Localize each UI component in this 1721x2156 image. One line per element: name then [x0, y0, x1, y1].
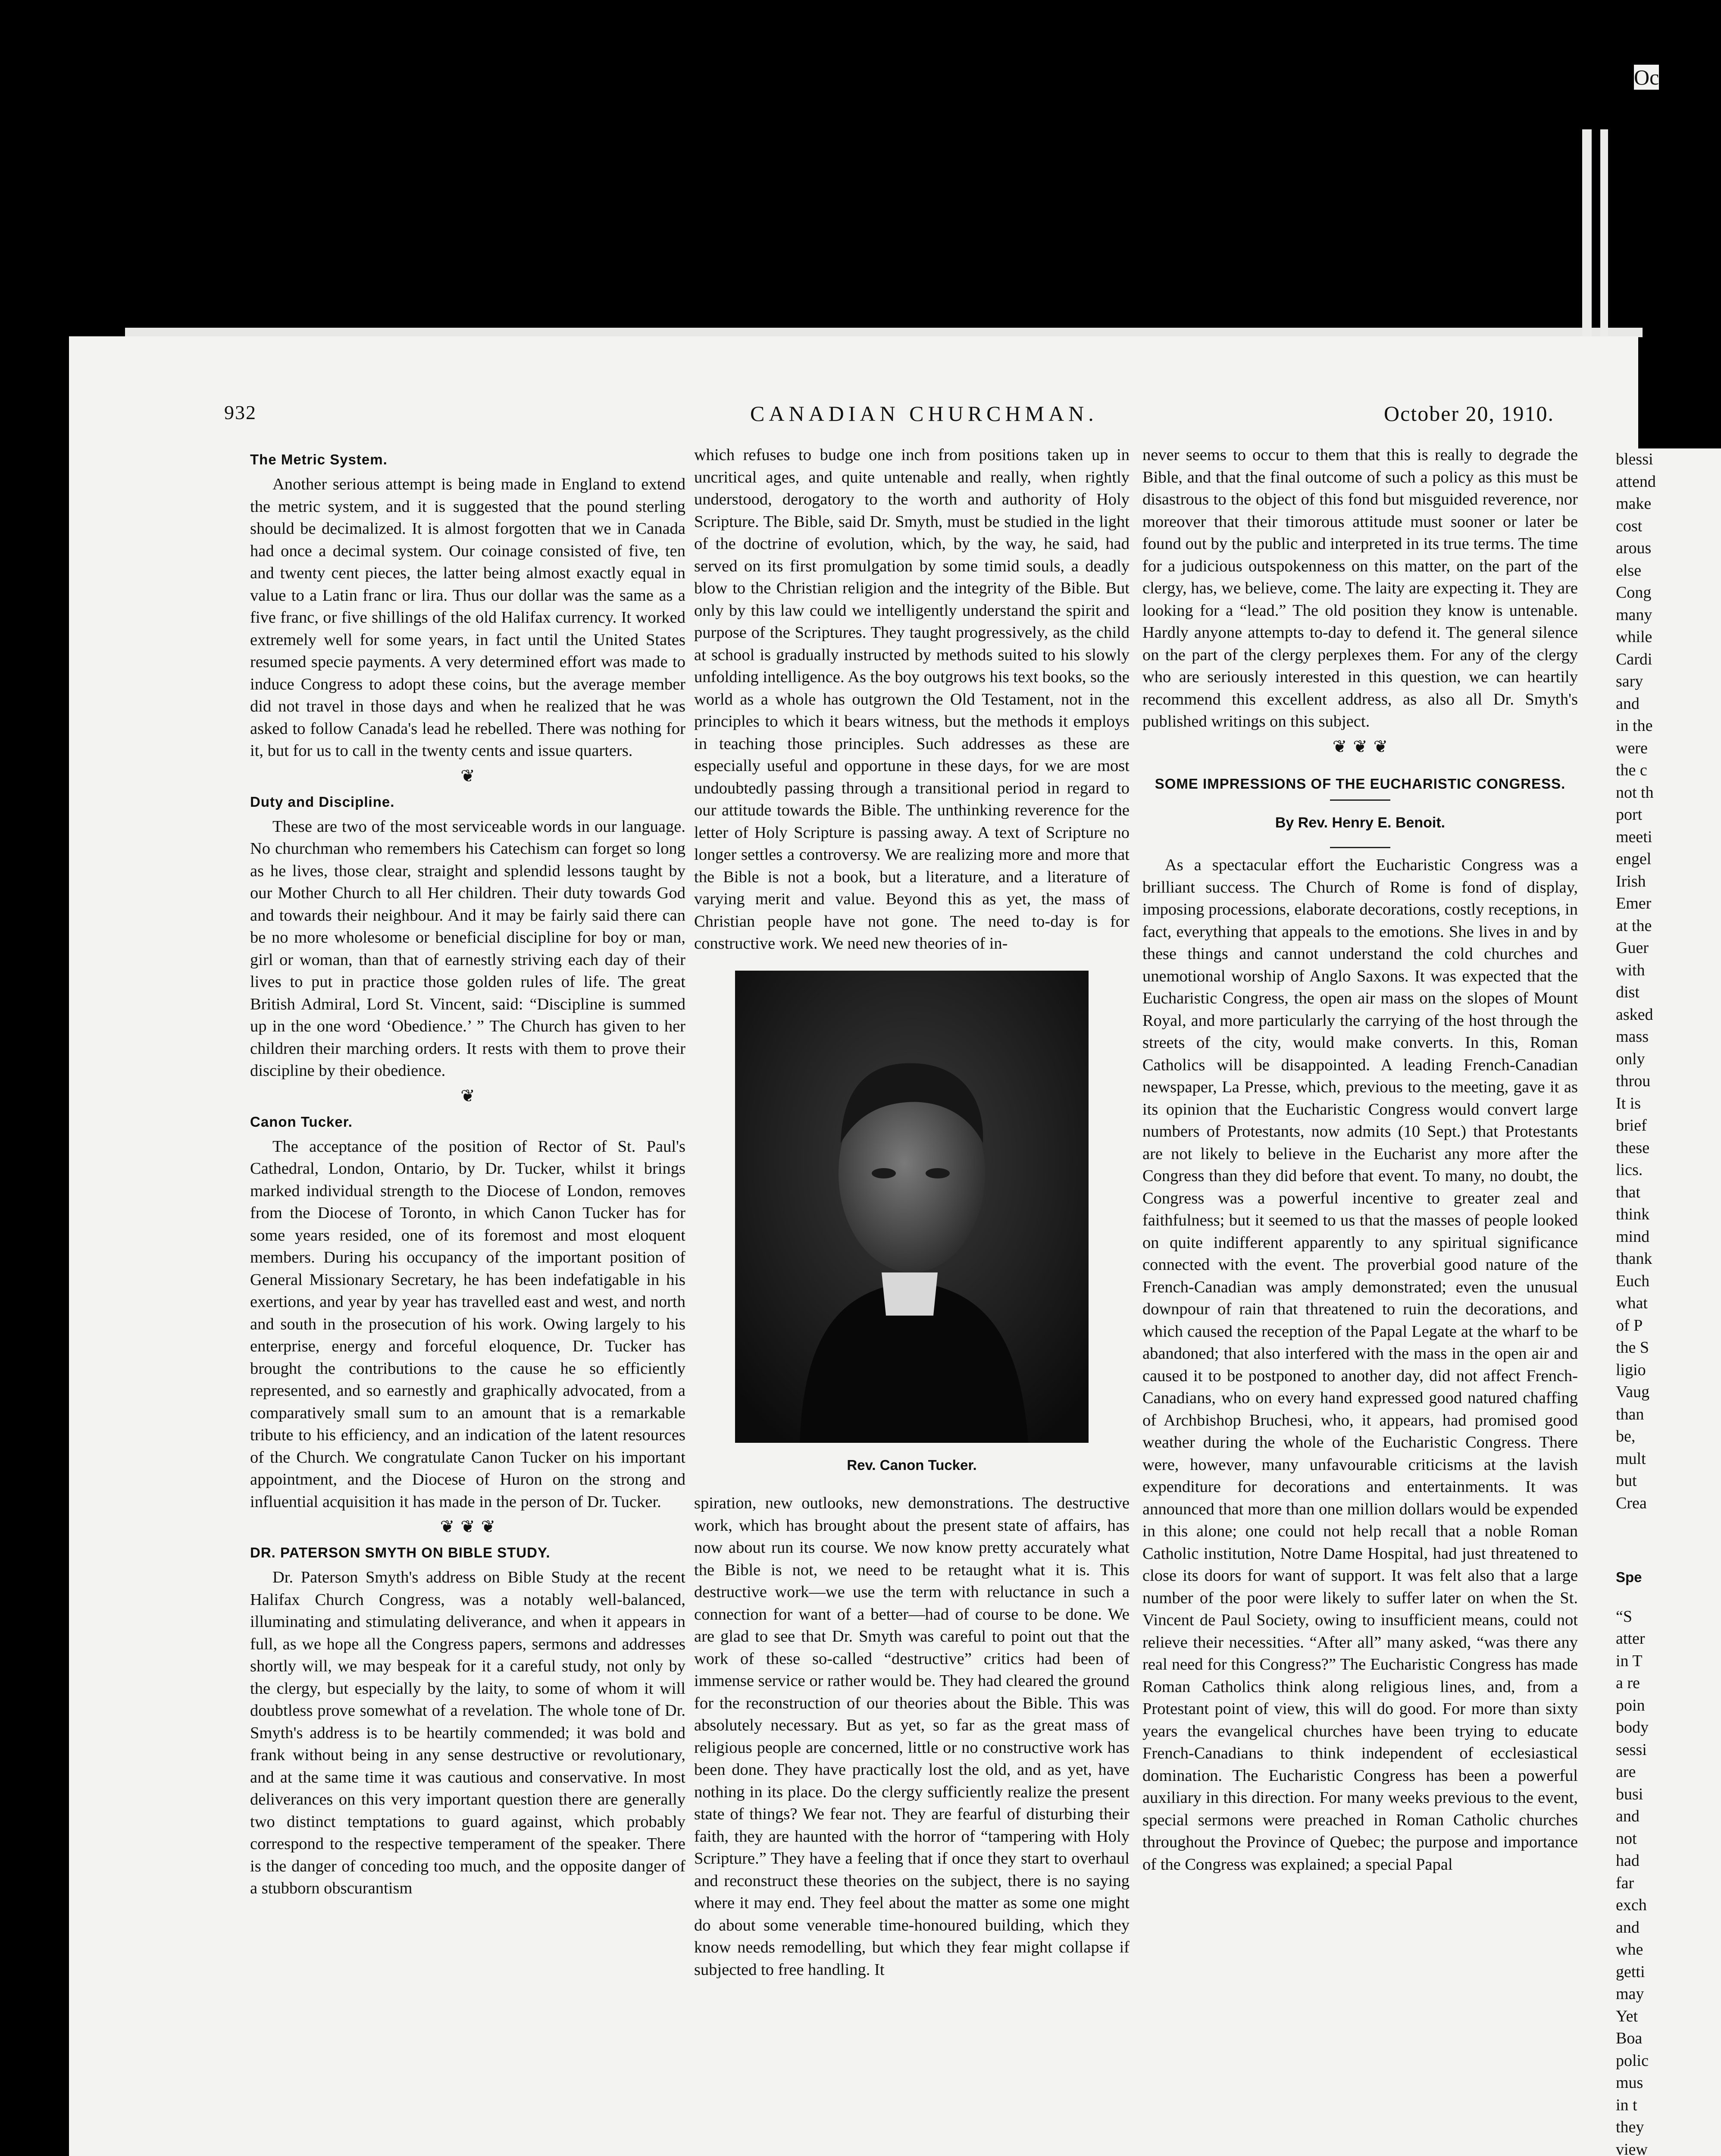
next-page-line: port [1616, 805, 1643, 824]
next-page-line: may [1616, 1985, 1644, 2003]
next-page-line: sessi [1616, 1740, 1647, 1759]
next-page-line: be, [1616, 1427, 1636, 1445]
next-page-line: a re [1616, 1674, 1640, 1692]
next-page-line: mus [1616, 2074, 1643, 2092]
article-eucharistic-congress: As a spectacular effort the Eucharistic Congress was a brilliant success. The Church of Rome is fond of display, imposing processions, elaborate decorations, costly receptions, in fact, everything that appeals to the emotions. She lives in and by these things and cannot understand the cold churches and unemotional worship of Anglo Saxons. It was expected that the Eucharistic Congress, the open air mass on the slopes of Mount Royal, and more particularly the carrying of the host through the streets of the city, would make converts. In this, Roman Catholics will be disappointed. A leading French-Canadian newspaper, La Presse, which, previous to the meeting, gave it as its opinion that the Eucharistic Congress would convert large numbers of Protestants, now admits (10 Sept.) that Protestants are not likely to believe in the Eucharist any more after the Congress than they did before that event. To many, no doubt, the Congress was a powerful incentive to greater zeal and faithfulness; but it seemed to us that the masses of people looked on quite indifferent apparently to any spiritual significance connected with the event. The proverbial good nature of the French-Canadian was amply demonstrated; even the unusual downpour of rain that threatened to ruin the decorations, and which caused the reception of the Papal Legate at the wharf to be abandoned; that also interfered with the mass in the open air and caused it to be postponed to another day, did not affect French-Canadians, who on every hand expressed good natured chaffing of Archbishop Bruchesi, who, it appears, had promised good weather during the whole of the Eucharistic Congress. There were, however, many unfavourable criticisms at the lavish expenditure for decorations and entertainments. It was announced that more than one million dollars would be expended in this alone; one could not help recall that a noble Roman Catholic institution, Notre Dame Hospital, had just threatened to close its doors for want of support. It was felt also that a large number of the poor were likely to suffer later on when the St. Vincent de Paul Society, owing to insufficient means, could not relieve their necessities. “After all” many asked, “was there any real need for this Congress?” The Eucharistic Congress has made Roman Catholics think along religious lines, and, from a Protestant point of view, this will do good. For more than sixty years the evangelical churches have been trying to educate French-Canadians to think independent of ecclesiastical domination. The Eucharistic Congress has been a powerful auxiliary in this direction. For many weeks previous to the event, special sermons were preached in Roman Catholic churches throughout the Province of Quebec; the purpose and importance of the Congress was explained; a special Papal [1142, 856, 1578, 1874]
next-page-line: exch [1616, 1896, 1647, 1914]
next-page-line: It is [1616, 1094, 1641, 1112]
divider-rule [1330, 847, 1390, 848]
next-page-line: dist [1616, 983, 1640, 1001]
next-page-lines-a [1616, 448, 1721, 1514]
next-page-line: cost [1616, 517, 1643, 535]
next-page-line: and [1616, 1807, 1640, 1825]
portrait-photo [735, 971, 1089, 1443]
next-page-line: Irish [1616, 872, 1646, 890]
next-page-column [1612, 448, 1721, 2156]
newspaper-page [69, 336, 1638, 2156]
next-page-line: only [1616, 1050, 1645, 1068]
next-page-line: throu [1616, 1072, 1651, 1090]
masthead: CANADIAN CHURCHMAN. [750, 401, 1098, 426]
article-title-eucharistic-congress: SOME IMPRESSIONS OF THE EUCHARISTIC CONGRESS. [1155, 775, 1566, 792]
article-continuation-c: never seems to occur to them that this is really to degrade the Bible, and that the final outcome of such a policy as this must be disastrous to the object of this fond but misguided reverence, nor moreover that their timorous attitude must sooner or later be found out by the public and interpreted in its true terms. The time for a judicious outspokenness on this matter, on the part of the clergy, has, we believe, come. The laity are expecting it. They are looking for a “lead.” The old position they know is untenable. Hardly anyone attempts to-day to defend it. The general silence on the part of the clergy perplexes them. For any of the clergy who are seriously interested in this question, we can heartily recommend this excellent address, as also all Dr. Smyth's published writings on this subject. [1142, 446, 1578, 730]
article-paterson-smyth: Dr. Paterson Smyth's address on Bible Study at the recent Halifax Church Congress, was a notably well-balanced, illuminating and stimulating deliverance, and when it appears in full, as we hope all the Congress papers, sermons and addresses shortly will, we may bespeak for it a careful study, not only by the clergy, but especially by the laity, to some of whom it will doubtless prove somewhat of a revelation. The whole tone of Dr. Smyth's address is to be heartily commended; it was bold and frank without being in any sense destructive or revolutionary, and at the same time it was cautious and conservative. In most deliverances on this very important question there are generally two distinct temptations to guard against, which probably correspond to the respective temperament of the speaker. There is the danger of conceding too much, and the opposite danger of a stubborn obscurantism [250, 1568, 685, 1897]
next-page-line: than [1616, 1405, 1644, 1423]
next-page-line: these [1616, 1138, 1650, 1157]
next-page-line: Crea [1616, 1494, 1647, 1512]
ornament-icon: ❦ [460, 1086, 475, 1106]
next-page-line: of P [1616, 1316, 1643, 1335]
section-title-paterson-smyth: DR. PATERSON SMYTH ON BIBLE STUDY. [250, 1545, 551, 1561]
page-top-edge [125, 328, 1643, 337]
next-page-line: Vaug [1616, 1383, 1650, 1401]
next-page-line: meeti [1616, 827, 1652, 846]
next-page-line: engel [1616, 850, 1652, 868]
ornament-icon: ❦ [460, 766, 475, 786]
next-page-line: make [1616, 495, 1652, 513]
column-2 [694, 444, 1130, 1981]
next-page-line: blessi [1616, 450, 1653, 468]
article-continuation-b: spiration, new outlooks, new demonstrations. The destructive work, which has brought about the present state of affairs, has now about run its course. We now know pretty accurately what the Bible is not, we need to be retaught what it is. This destructive work—we use the term with reluctance in such a connection for want of a better—had of course to be done. We are glad to see that Dr. Smyth was careful to point out that the work of these so-called “destructive” critics had been of immense service or rather would be. They had cleared the ground for the reconstruction of our theories about the Bible. This was absolutely necessary. But as yet, so far as the great mass of religious people are concerned, little or no constructive work has been done. They have practically lost the old, and as yet, have nothing in its place. Do the clergy sufficiently realize the present state of things? We fear not. They are fearful of disturbing their faith, they are haunted with the horror of “tampering with Holy Scripture.” They have a feeling that if once they start to overhaul and reconstruct these theories on the subject, there is no saying where it may end. They feel about the matter as some one might do about some venerable time-honoured building, which they know needs remodelling, but which they fear might collapse if subjected to free handling. It [694, 1494, 1130, 1979]
next-page-line: thank [1616, 1250, 1652, 1268]
next-page-line: Cong [1616, 583, 1652, 602]
portrait-image-icon [735, 971, 1089, 1443]
next-page-line: that [1616, 1183, 1640, 1201]
next-page-line: were [1616, 739, 1648, 757]
next-page-lines-b [1616, 1606, 1721, 2156]
next-page-line: Cardi [1616, 650, 1652, 668]
portrait-figure [735, 971, 1089, 1443]
column-1 [250, 444, 685, 1900]
next-page-line: in t [1616, 2096, 1637, 2114]
section-title-duty-discipline: Duty and Discipline. [250, 793, 395, 810]
next-page-line: and [1616, 1918, 1640, 1937]
article-duty-discipline: These are two of the most serviceable words in our language. No churchman who remembers his Catechism can forget so long as he lives, those clear, straight and splendid lessons taught by our Mother Church to all Her children. Their duty towards God and towards their neighbour. And it may be fairly said there can be no more wholesome or beneficial discipline for boy or man, girl or woman, than that of earnestly striving each day of their lives to put in practice those golden rules of life. The great British Admiral, Lord St. Vincent, said: “Discipline is summed up in the one word ‘Obedience.’ ” The Church has given to her children their marching orders. It rests with them to prove their discipline by their obedience. [250, 817, 685, 1080]
next-page-date: Oc [1634, 65, 1659, 89]
article-continuation-a: which refuses to budge one inch from positions taken up in uncritical ages, and quite untenable and really, when rightly understood, derogatory to the worth and authority of Holy Scripture. The Bible, said Dr. Smyth, must be studied in the light of the doctrine of evolution, which, by the way, he said, had served on its first promulgation by some timid souls, a deadly blow to the Christian religion and the integrity of the Bible. But only by this law could we intelligently understand the spirit and purpose of the Scriptures. They taught progressively, as the child at school is gradually instructed by methods suited to his slowly unfolding intelligence. As the boy outgrows his text books, so the world as a whole has outgrown the Old Testament, not in the principles to which it bears witness, but the methods it employs in teaching those principles. Such addresses as these are especially useful and opportune in these days, for we are most undoubtedly passing through a transitional period in regard to our attitude towards the Bible. The unthinking reverence for the letter of Holy Scripture is passing away. A text of Scripture no longer settles a controversy. We are realizing more and more that the Bible is not a book, but a literature, and a literature of varying merit and value. Beyond this as yet, the mass of Christian people have not gone. The need to-day is for constructive work. We need new theories of in- [694, 446, 1130, 953]
section-title-canon-tucker: Canon Tucker. [250, 1113, 353, 1130]
next-page-line: they [1616, 2118, 1644, 2136]
next-page-line: sary [1616, 672, 1643, 690]
next-page-line: lics. [1616, 1161, 1643, 1179]
next-page-line: not [1616, 1829, 1637, 1848]
next-page-line: attend [1616, 472, 1656, 491]
next-page-line: many [1616, 605, 1652, 624]
next-page-line: busi [1616, 1785, 1643, 1803]
article-metric-system: Another serious attempt is being made in England to extend the metric system, and it is suggested that the pound sterling should be decimalized. It is almost forgotten that we in Canada had once a decimal system. Our coinage consisted of five, ten and twenty cent pieces, the latter being almost exactly equal in value to a Latin franc or lira. Thus our dollar was the same as a five franc, or five shillings of the old Halifax currency. It worked extremely well for some years, in fact until the United States resumed specie payments. A very determined effort was made to induce Congress to adopt these coins, but the average member did not travel in those days and when he realized that he was asked to follow Canada's lead he rebelled. There was nothing for it, but for us to call in the twenty cents and issue quarters. [250, 475, 685, 760]
photo-caption: Rev. Canon Tucker. [847, 1457, 977, 1473]
page-header [69, 397, 1638, 427]
next-page-line: had [1616, 1852, 1640, 1870]
next-page-line: “S [1616, 1607, 1632, 1626]
next-page-line: with [1616, 961, 1645, 979]
next-page-line: whe [1616, 1940, 1643, 1959]
next-page-line: brief [1616, 1116, 1647, 1134]
triple-ornament-icon: ❦ ❦ ❦ [1332, 736, 1388, 757]
page-number: 932 [224, 401, 257, 423]
next-page-line: arous [1616, 539, 1652, 557]
issue-date: October 20, 1910. [1384, 401, 1555, 426]
next-page-line: Guer [1616, 939, 1649, 957]
next-page-line: mass [1616, 1028, 1649, 1046]
divider-rule [1330, 799, 1390, 801]
next-page-line: the c [1616, 761, 1647, 779]
next-page-line: what [1616, 1294, 1648, 1312]
next-page-line: polic [1616, 2051, 1649, 2070]
next-page-line: mind [1616, 1227, 1650, 1246]
article-byline: By Rev. Henry E. Benoit. [1275, 814, 1446, 831]
next-page-line: are [1616, 1763, 1636, 1781]
next-page-line: Emer [1616, 894, 1652, 912]
next-page-line: atter [1616, 1630, 1645, 1648]
section-title-metric-system: The Metric System. [250, 451, 388, 467]
next-page-line: poin [1616, 1696, 1645, 1714]
next-page-line: view [1616, 2140, 1648, 2156]
next-page-line: far [1616, 1874, 1634, 1892]
next-page-line: the S [1616, 1338, 1649, 1357]
article-canon-tucker: The acceptance of the position of Rector of St. Paul's Cathedral, London, Ontario, by Dr. Tucker, whilst it brings marked individual strength to the Diocese of London, removes from the Diocese of Toronto, in which Canon Tucker has for some years resided, one of its foremost and most eloquent members. During his occupancy of the important position of General Missionary Secretary, he has been indefatigable in his exertions, and year by year has travelled east and west, and north and south in the prosecution of his work. Owing largely to his enterprise, energy and forceful eloquence, Dr. Tucker has brought the contributions to the cause he so efficiently represented, and so earnestly and graphically advocated, from a comparatively small sum to an amount that is a remarkable tribute to his efficiency, and an indication of the latent resources of the Church. We congratulate Canon Tucker on his important appointment, and the Diocese of Huron on the strong and influential acquisition it has made in the person of Dr. Tucker. [250, 1137, 685, 1511]
next-page-line: in T [1616, 1651, 1643, 1670]
next-page-line: Yet [1616, 2007, 1638, 2025]
next-page-heading: Spe [1616, 1569, 1642, 1585]
next-page-line: at the [1616, 916, 1652, 935]
next-page-line: mult [1616, 1449, 1646, 1468]
next-page-line: body [1616, 1718, 1649, 1736]
triple-ornament-icon: ❦ ❦ ❦ [440, 1517, 496, 1537]
next-page-line: Euch [1616, 1272, 1650, 1290]
next-page-line: ligio [1616, 1360, 1646, 1379]
column-3 [1142, 444, 1578, 1876]
next-page-line: while [1616, 628, 1652, 646]
next-page-line: but [1616, 1472, 1637, 1490]
next-page-line: not th [1616, 783, 1654, 802]
next-page-line: think [1616, 1205, 1650, 1223]
next-page-line: asked [1616, 1005, 1653, 1024]
next-page-line: getti [1616, 1962, 1645, 1981]
next-page-line: else [1616, 561, 1642, 580]
next-page-line: in the [1616, 717, 1653, 735]
next-page-line: Boa [1616, 2029, 1643, 2047]
next-page-line: and [1616, 694, 1640, 713]
